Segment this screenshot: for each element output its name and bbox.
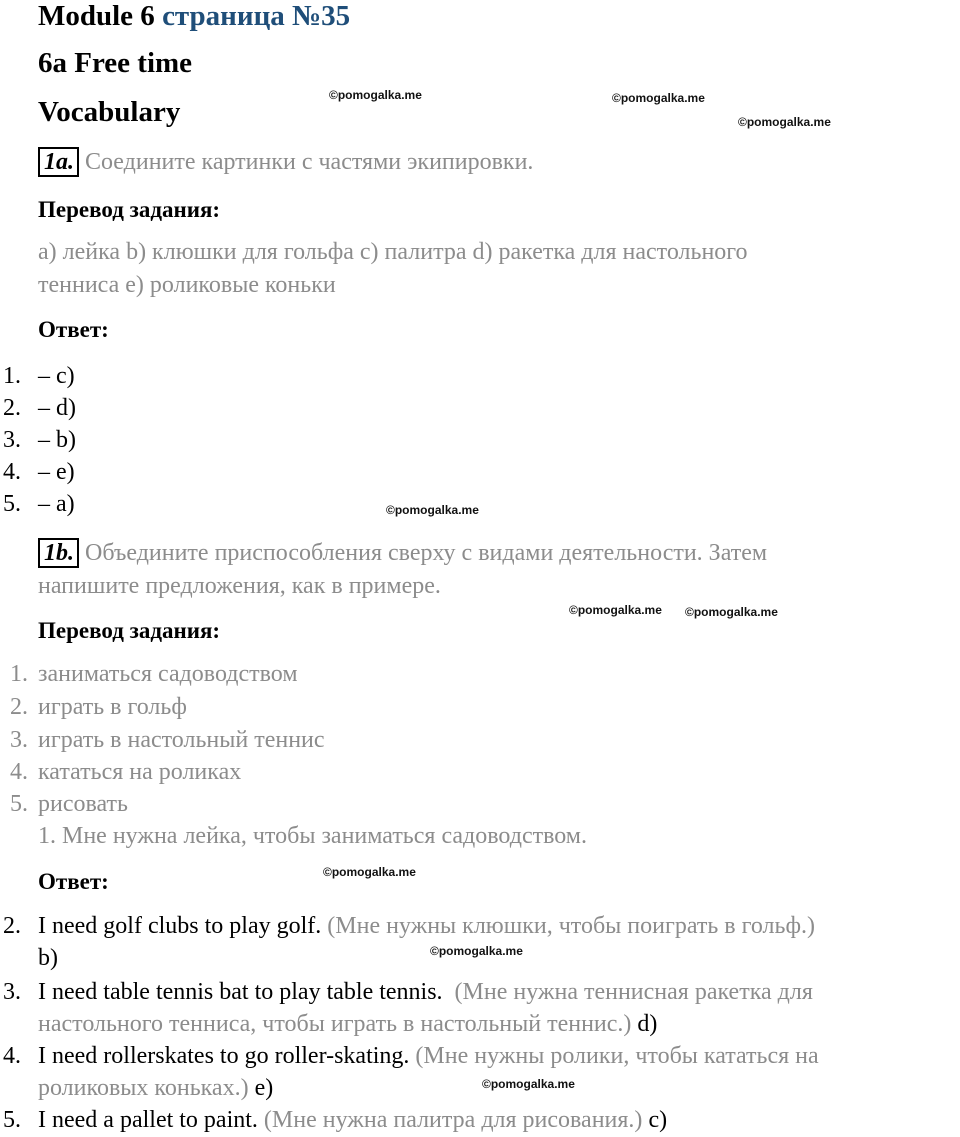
task-1b-header <box>38 538 767 568</box>
translation-heading: Перевод задания: <box>38 618 221 643</box>
answer-english: I need a pallet to paint. <box>38 1107 258 1133</box>
badge-letter: a <box>56 149 68 175</box>
answer-item: – b) <box>38 427 76 453</box>
answer-letter: b) <box>38 945 58 971</box>
task-badge <box>38 538 79 568</box>
watermark: ©pomogalka.me <box>323 865 416 879</box>
module-label: Module 6 <box>38 0 155 32</box>
activity-item: играть в гольф <box>38 694 187 720</box>
list-number: 2. <box>10 694 28 720</box>
watermark: ©pomogalka.me <box>430 944 523 958</box>
answer-translation: (Мне нужна теннисная ракетка для <box>454 979 813 1005</box>
badge-dot: . <box>68 540 74 566</box>
watermark: ©pomogalka.me <box>738 115 831 129</box>
answer-item: – c) <box>38 363 75 389</box>
watermark: ©pomogalka.me <box>569 603 662 617</box>
list-number: 5. <box>3 1107 21 1133</box>
page-title <box>38 0 350 32</box>
answer-english: I need table tennis bat to play table tennis. <box>38 979 443 1005</box>
watermark: ©pomogalka.me <box>386 503 479 517</box>
list-number: 4. <box>10 759 28 785</box>
answer-english: I need rollerskates to go roller-skating. <box>38 1043 410 1069</box>
translation-text: a) лейка b) клюшки для гольфа c) палитра d) ракетка для настольного <box>38 239 748 265</box>
badge-dot: . <box>68 149 74 175</box>
list-number: 1. <box>10 661 28 687</box>
task-instruction: напишите предложения, как в примере. <box>38 573 441 599</box>
answer-item <box>38 1106 667 1134</box>
answer-item-continued <box>38 1010 657 1038</box>
answer-english: I need golf clubs to play golf. <box>38 913 322 939</box>
answer-heading: Ответ: <box>38 317 109 342</box>
badge-number: 1 <box>44 149 56 175</box>
activity-item: рисовать <box>38 791 128 817</box>
list-number: 3. <box>10 727 28 753</box>
watermark: ©pomogalka.me <box>612 91 705 105</box>
answer-translation: (Мне нужны клюшки, чтобы поиграть в гольф.) <box>327 913 816 939</box>
answer-translation: роликовых коньках.) <box>38 1075 249 1101</box>
task-1a-header <box>38 147 533 177</box>
answer-letter: d) <box>637 1011 658 1037</box>
page-reference: страница №35 <box>162 0 351 32</box>
answer-translation: (Мне нужна палитра для рисования.) <box>263 1107 643 1133</box>
answer-item <box>38 1042 819 1070</box>
task-instruction: Объедините приспособления сверху с видами деятельности. Затем <box>85 540 768 566</box>
answer-translation: (Мне нужны ролики, чтобы кататься на <box>415 1043 819 1069</box>
badge-number: 1 <box>44 540 56 566</box>
answer-heading: Ответ: <box>38 869 109 894</box>
answer-item: – d) <box>38 395 76 421</box>
section-title: Vocabulary <box>38 96 181 128</box>
task-badge <box>38 147 79 177</box>
list-number: 4. <box>3 1043 21 1069</box>
watermark: ©pomogalka.me <box>329 88 422 102</box>
translation-text: тенниса e) роликовые коньки <box>38 272 336 298</box>
list-number: 5. <box>10 791 28 817</box>
answer-item-continued <box>38 1074 273 1102</box>
answer-item <box>38 912 815 940</box>
task-instruction: Соедините картинки с частями экипировки. <box>85 149 534 175</box>
list-number: 3. <box>3 979 21 1005</box>
badge-letter: b <box>56 540 68 566</box>
list-number: 5. <box>3 491 21 517</box>
list-number: 4. <box>3 459 21 485</box>
answer-translation: настольного тенниса, чтобы играть в настольный теннис.) <box>38 1011 632 1037</box>
answer-letter: c) <box>648 1107 668 1133</box>
watermark: ©pomogalka.me <box>685 605 778 619</box>
activity-item: играть в настольный теннис <box>38 727 325 753</box>
list-number: 1. <box>3 363 21 389</box>
watermark: ©pomogalka.me <box>482 1077 575 1091</box>
list-number: 3. <box>3 427 21 453</box>
answer-item: – a) <box>38 491 75 517</box>
activity-item: заниматься садоводством <box>38 661 298 687</box>
answer-letter: e) <box>254 1075 274 1101</box>
list-number: 2. <box>3 913 21 939</box>
translation-heading: Перевод задания: <box>38 197 221 222</box>
activity-item: кататься на роликах <box>38 759 242 785</box>
example-sentence: 1. Мне нужна лейка, чтобы заниматься садоводством. <box>38 823 587 849</box>
list-number: 2. <box>3 395 21 421</box>
answer-item <box>38 978 813 1006</box>
lesson-title: 6a Free time <box>38 47 193 79</box>
answer-item: – e) <box>38 459 75 485</box>
